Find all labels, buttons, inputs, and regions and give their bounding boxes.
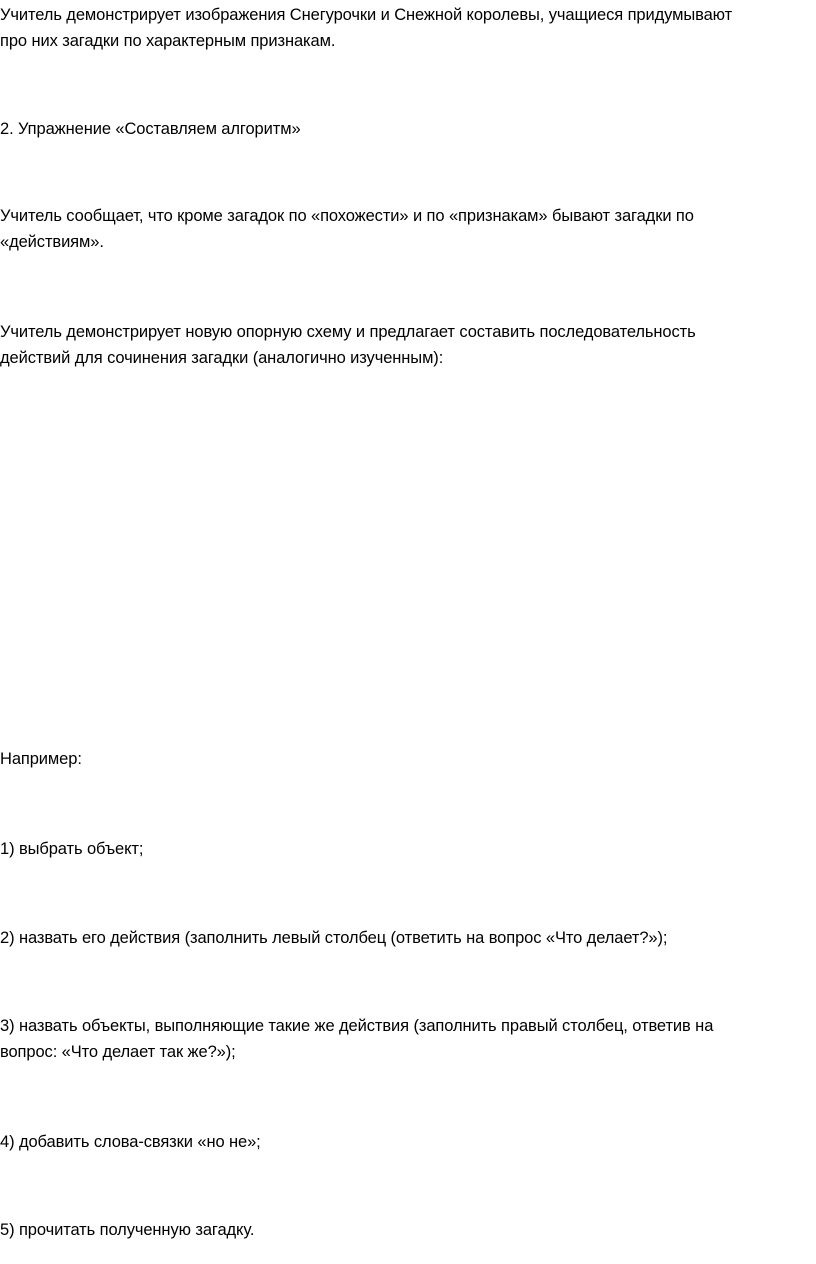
example-label: Например: — [0, 750, 82, 768]
step-4: 4) добавить слова-связки «но не»; — [0, 1133, 261, 1151]
step-3 — [0, 1013, 800, 1065]
scheme-paragraph — [0, 319, 800, 371]
step-3-line-1: 3) назвать объекты, выполняющие такие же действия (заполнить правый столбец, ответив на — [0, 1017, 714, 1035]
scheme-line-1: Учитель демонстрирует новую опорную схему и предлагает составить последовательность — [0, 323, 696, 341]
intro-paragraph — [0, 2, 800, 54]
riddle-types-paragraph — [0, 203, 800, 255]
riddle-types-line-2: «действиям». — [0, 233, 104, 251]
step-2: 2) назвать его действия (заполнить левый столбец (ответить на вопрос «Что делает?»); — [0, 929, 668, 947]
scheme-line-2: действий для сочинения загадки (аналогично изученным): — [0, 349, 444, 367]
step-5: 5) прочитать полученную загадку. — [0, 1221, 255, 1239]
riddle-types-line-1: Учитель сообщает, что кроме загадок по «похожести» и по «признакам» бывают загадки по — [0, 207, 694, 225]
intro-line-1: Учитель демонстрирует изображения Снегурочки и Снежной королевы, учащиеся придумывают — [0, 6, 733, 24]
step-3-line-2: вопрос: «Что делает так же?»); — [0, 1043, 236, 1061]
intro-line-2: про них загадки по характерным признакам. — [0, 32, 336, 50]
exercise-heading: 2. Упражнение «Составляем алгоритм» — [0, 120, 301, 138]
step-1: 1) выбрать объект; — [0, 840, 144, 858]
